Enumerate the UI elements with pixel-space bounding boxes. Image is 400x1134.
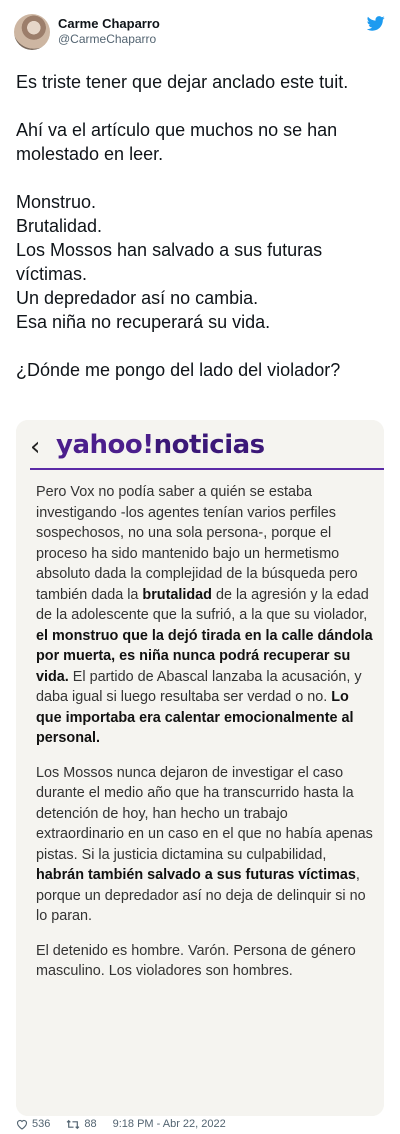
article-paragraph-1 [36,482,376,749]
article-bold: Lo que importaba era calentar emocionalmente al personal. [36,689,354,746]
tweet-footer [16,1117,226,1131]
article-paragraph-2 [36,763,376,927]
article-text: Pero Vox no podía saber a quién se estaba investigando -los agentes tenían varios perfiles sospechosos, no una sola persona-, porque el proceso ha sido mantenido bajo un hermetismo absoluto dada la complejidad de la búsqueda pero también dada la [36,484,358,603]
heart-icon[interactable] [16,1119,28,1130]
tweet-media-image[interactable] [16,420,384,1116]
brand-main: yahoo! [56,430,154,460]
brand-divider [30,468,384,470]
tweet-paragraph-4: ¿Dónde me pongo del lado del violador? [16,360,341,380]
tweet-text [16,70,388,406]
article-bold: habrán también salvado a sus futuras víctimas [36,867,356,883]
retweet-icon[interactable] [66,1119,80,1130]
article-bold: brutalidad [142,586,212,603]
retweet-count: 88 [84,1118,97,1130]
tweet-paragraph-2: Ahí va el artículo que muchos no se han molestado en leer. [16,120,338,164]
tweet-paragraph-1: Es triste tener que dejar anclado este tuit. [16,72,349,92]
article-text: El partido de Abascal lanzaba la acusación, y daba igual si luego resultaba ser verdad o no. [36,668,362,705]
like-count: 536 [32,1118,51,1130]
user-handle[interactable]: @CarmeChaparro [58,32,157,46]
article-text: de la agresión y la edad de la adolescente que la sufrió, a la que su violador, [36,586,369,623]
tweet-paragraph-3: Monstruo. Brutalidad. Los Mossos han salvado a sus futuras víctimas. Un depredador así no cambia. Esa niña no recuperará su vida. [16,192,323,332]
yahoo-noticias-logo [56,430,265,460]
article-screenshot [16,420,384,1116]
article-paragraph-3: El detenido es hombre. Varón. Persona de género masculino. Los violadores son hombres. [36,942,356,979]
tweet-header [0,0,400,60]
user-name[interactable]: Carme Chaparro [58,16,160,31]
article-text: Los Mossos nunca dejaron de investigar el caso durante el medio año que ha transcurrido hasta la detención de hoy, han hecho un trabajo extraordinario en un caso en el que no había apenas pistas. Si la justicia dictamina su culpabilidad, [36,764,373,863]
back-chevron-icon: ‹ [30,432,41,462]
twitter-bird-icon[interactable] [367,16,385,31]
avatar[interactable] [14,14,50,50]
article-text: , porque un depredador así no deja de delinquir si no lo paran. [36,867,366,924]
timestamp[interactable]: 9:18 PM - Abr 22, 2022 [112,1118,226,1130]
brand-sub: noticias [153,430,265,460]
article-body [36,482,376,996]
article-bold: el monstruo que la dejó tirada en la calle dándola por muerta, es niña nunca podrá recuperar su vida. [36,627,373,685]
